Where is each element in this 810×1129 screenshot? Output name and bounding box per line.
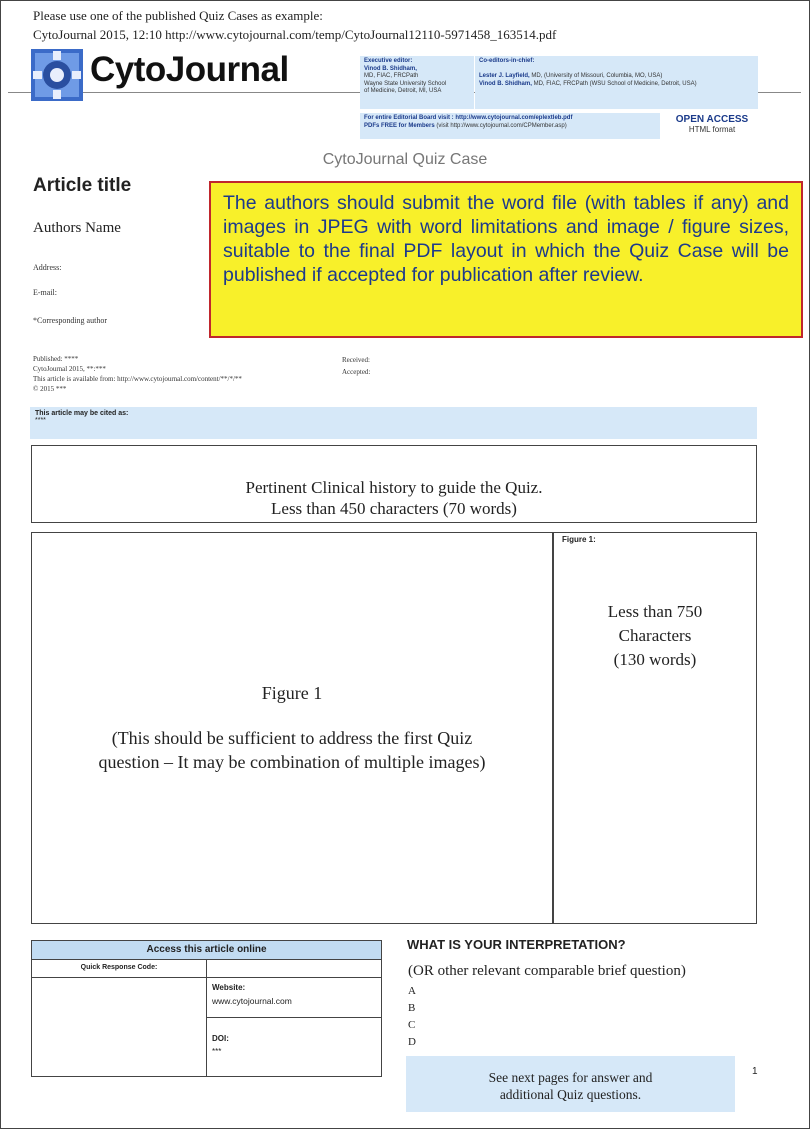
figure-caption-label: Figure 1: (562, 535, 596, 544)
authors-name: Authors Name (33, 220, 121, 236)
journal-logo-icon (31, 49, 83, 101)
website-value[interactable]: www.cytojournal.com (212, 996, 292, 1006)
exec-label: Executive editor: (364, 58, 413, 64)
figure-1-desc-line1: (This should be sufficient to address the first Quiz (111, 728, 473, 748)
copyright: © 2015 *** (33, 385, 67, 393)
publication-info (33, 354, 242, 394)
journal-ref: CytoJournal 2015, **:*** (33, 365, 106, 373)
received-accepted (342, 354, 370, 378)
clinical-line1: Pertinent Clinical history to guide the Quiz. (245, 478, 543, 497)
published-date: Published: **** (33, 355, 79, 363)
option-b: B (408, 1002, 416, 1014)
pdf-link[interactable]: (visit http://www.cytojournal.com/CPMember.asp) (436, 122, 567, 129)
access-header: Access this article online (32, 941, 381, 960)
clinical-history-box (31, 445, 757, 523)
cite-box (30, 407, 757, 439)
brand-name: CytoJournal (90, 50, 289, 89)
caption-line1: Less than 750 (607, 602, 703, 621)
clinical-line2: Less than 450 characters (70 words) (271, 499, 517, 518)
open-access-title: OPEN ACCESS (675, 114, 749, 125)
access-divider-h (207, 1017, 381, 1018)
interpretation-subtitle: (OR other relevant comparable brief question) (408, 963, 686, 979)
website-label: Website: (212, 983, 246, 992)
access-online-box (31, 940, 382, 1077)
doi-label: DOI: (212, 1034, 229, 1043)
caption-line3: (130 words) (613, 650, 697, 669)
co2-name: Vinod B. Shidham, (479, 80, 532, 87)
received-label: Received: (342, 356, 370, 364)
co1-aff: MD, (University of Missouri, Columbia, MO, USA) (531, 73, 663, 79)
accepted-label: Accepted: (342, 368, 371, 376)
pdf-label: PDFs FREE for Members (364, 122, 435, 129)
open-access-sub: HTML format (688, 125, 736, 134)
quiz-case-title: CytoJournal Quiz Case (322, 151, 488, 168)
next-pages-box (406, 1056, 735, 1112)
address-label: Address: (33, 263, 62, 272)
figure-caption-box (553, 532, 757, 924)
exec-aff1: Wayne State University School (364, 80, 447, 87)
interpretation-title: WHAT IS YOUR INTERPRETATION? (407, 937, 626, 952)
option-a: A (408, 985, 416, 997)
next-line2: additional Quiz questions. (499, 1087, 642, 1102)
executive-editor-box (360, 56, 474, 109)
article-title: Article title (33, 175, 132, 196)
option-c: C (408, 1019, 416, 1031)
co-editors-box (475, 56, 758, 109)
email-label: E-mail: (33, 288, 57, 297)
figure-1-box (31, 532, 553, 924)
figure-1-desc-line2: question – It may be combination of multiple images) (98, 752, 486, 772)
cite-label: This article may be cited as: (35, 410, 129, 417)
board-link[interactable]: For entire Editorial Board visit : http://www.cytojournal.com/eplextleb.pdf (364, 115, 573, 121)
exec-name: Vinod B. Shidham, (364, 65, 417, 72)
available-url: This article is available from: http://www.cytojournal.com/content/**/*/** (33, 375, 242, 383)
figure-1-title: Figure 1 (261, 683, 323, 703)
editorial-board-box (360, 113, 660, 139)
figure-1-desc (32, 726, 552, 774)
co-label: Co-editors-in-chief: (479, 58, 535, 64)
cite-value: **** (35, 417, 46, 424)
co2-aff: MD, FIAC, FRCPath (WSU School of Medicine, Detroit, USA) (533, 80, 697, 87)
co1-name: Lester J. Layfield, (479, 73, 530, 79)
open-access-badge (664, 114, 760, 138)
instructions-box: The authors should submit the word file (with tables if any) and images in JPEG with word limitations and image / figure sizes, suitable to the final PDF layout in which the Quiz Case will be published if accepted for publication after review. (209, 181, 803, 338)
caption-line2: Characters (618, 626, 692, 645)
header-note-line2: CytoJournal 2015, 12:10 http://www.cytojournal.com/temp/CytoJournal12110-5971458_163514.pdf (33, 27, 557, 42)
next-line1: See next pages for answer and (488, 1070, 653, 1085)
exec-aff2: of Medicine, Detroit, MI, USA (364, 88, 442, 94)
doi-value: *** (212, 1047, 222, 1056)
access-divider-h2 (207, 977, 381, 978)
option-d: D (408, 1036, 416, 1048)
corresponding-author-label: *Corresponding author (33, 316, 107, 325)
exec-details: MD, FIAC, FRCPath (364, 73, 419, 79)
header-note-line1: Please use one of the published Quiz Cases as example: (33, 8, 323, 23)
page-number: 1 (752, 1066, 758, 1077)
header-note (33, 6, 556, 44)
qr-label: Quick Response Code: (32, 960, 206, 978)
